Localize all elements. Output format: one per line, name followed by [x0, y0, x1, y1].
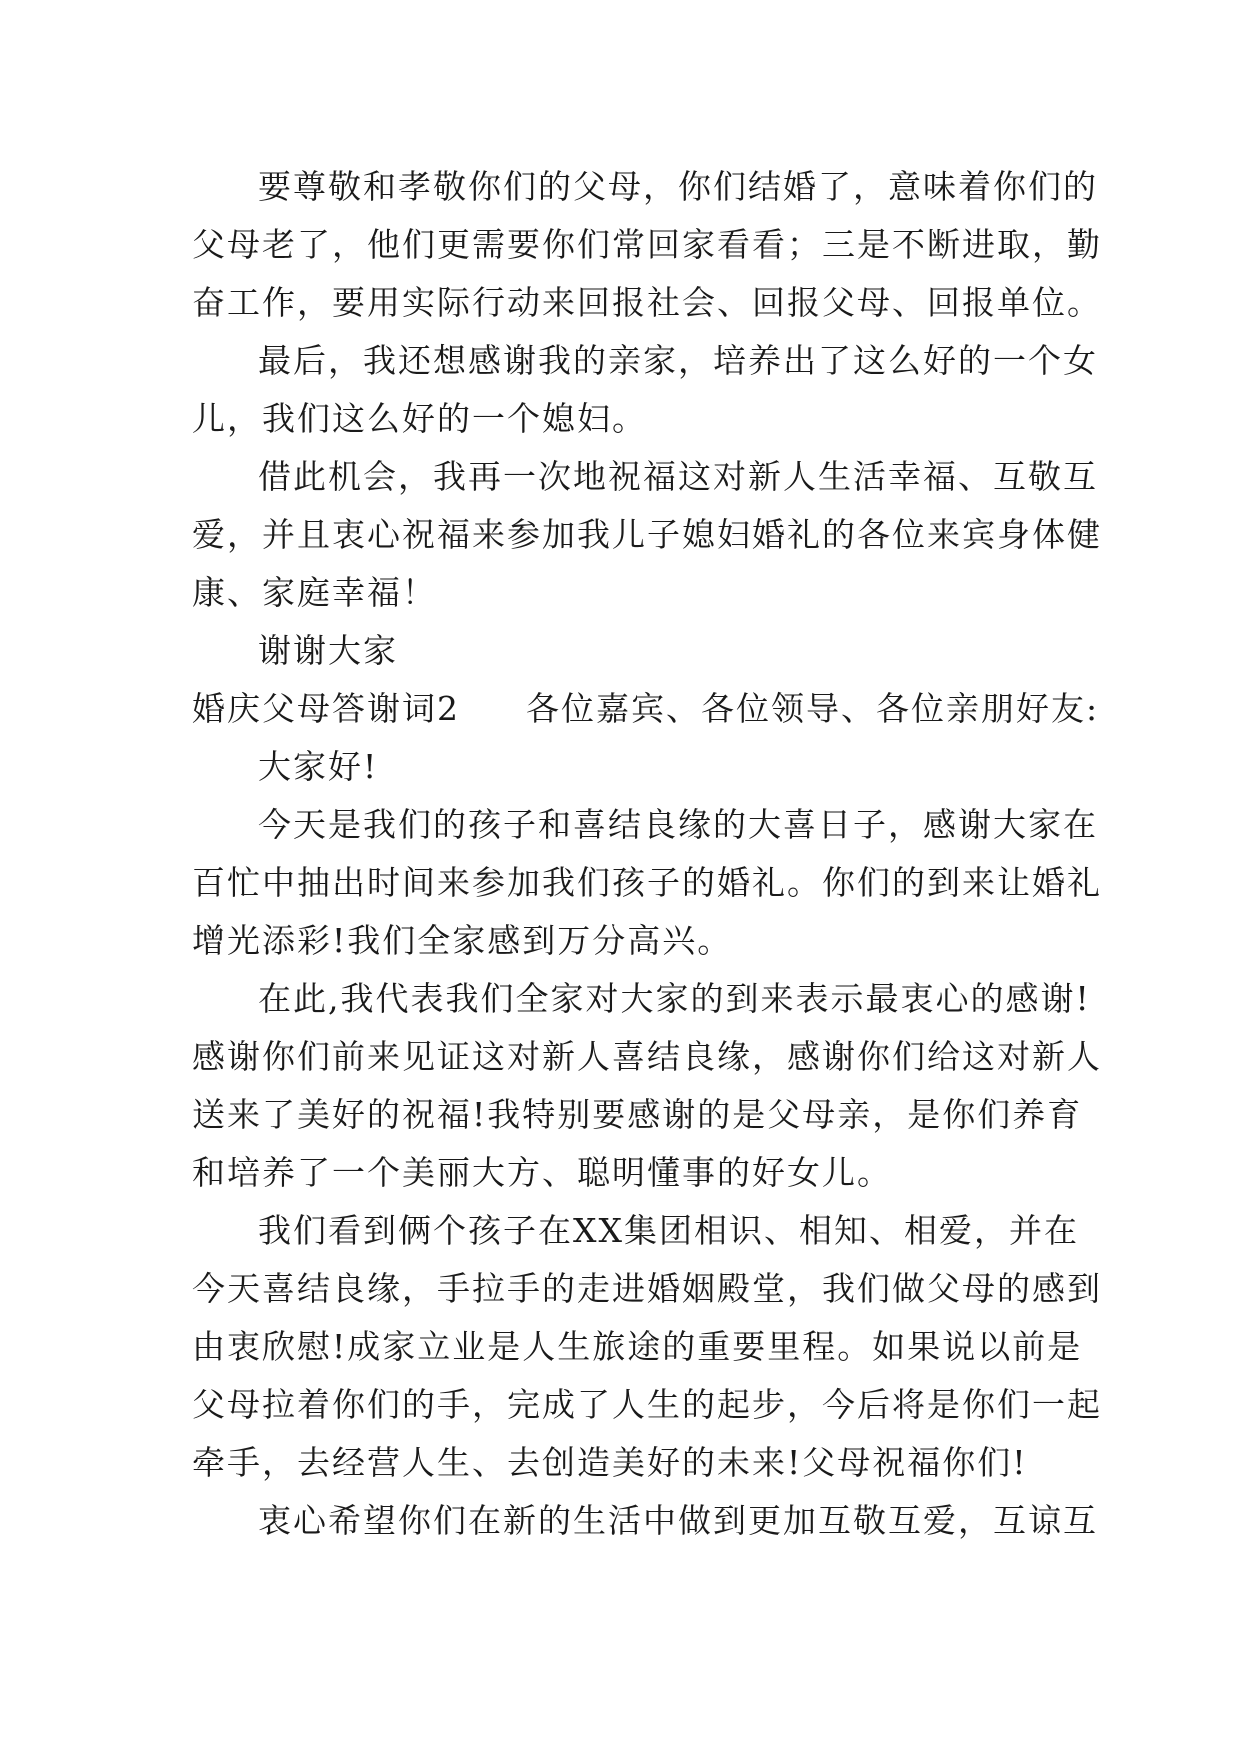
text-line: 康、家庭幸福！: [192, 573, 437, 612]
salutation: 各位嘉宾、各位领导、各位亲朋好友:: [526, 689, 1100, 728]
text-line: 奋工作，要用实际行动来回报社会、回报父母、回报单位。: [192, 283, 1102, 322]
text-line: 我们看到俩个孩子在XX集团相识、相知、相爱，并在: [258, 1211, 1079, 1250]
text-line: 在此,我代表我们全家对大家的到来表示最衷心的感谢!: [258, 979, 1091, 1018]
text-line: 父母老了，他们更需要你们常回家看看；三是不断进取，勤: [192, 225, 1102, 264]
text-line: 感谢你们前来见证这对新人喜结良缘，感谢你们给这对新人: [192, 1037, 1102, 1076]
text-line: 和培养了一个美丽大方、聪明懂事的好女儿。: [192, 1153, 892, 1192]
text-line: 由衷欣慰!成家立业是人生旅途的重要里程。如果说以前是: [192, 1327, 1083, 1366]
text-line: 借此机会，我再一次地祝福这对新人生活幸福、互敬互: [258, 457, 1098, 496]
text-line: 今天是我们的孩子和喜结良缘的大喜日子，感谢大家在: [258, 805, 1098, 844]
text-line: 爱，并且衷心祝福来参加我儿子媳妇婚礼的各位来宾身体健: [192, 515, 1102, 554]
text-line: 大家好!: [258, 747, 379, 786]
text-line: 送来了美好的祝福!我特别要感谢的是父母亲，是你们养育: [192, 1095, 1083, 1134]
text-line: 最后，我还想感谢我的亲家，培养出了这么好的一个女: [258, 341, 1098, 380]
section-title: 婚庆父母答谢词2: [192, 689, 460, 728]
text-line: 儿，我们这么好的一个媳妇。: [192, 399, 647, 438]
text-line: 要尊敬和孝敬你们的父母，你们结婚了，意味着你们的: [258, 167, 1098, 206]
text-line: 百忙中抽出时间来参加我们孩子的婚礼。你们的到来让婚礼: [192, 863, 1102, 902]
document-body: [192, 158, 1102, 1550]
text-line: 增光添彩!我们全家感到万分高兴。: [192, 921, 733, 960]
text-line: 谢谢大家: [258, 631, 398, 670]
text-line: 牵手，去经营人生、去创造美好的未来!父母祝福你们!: [192, 1443, 1028, 1482]
section-heading-line: [192, 680, 1100, 738]
text-line: 父母拉着你们的手，完成了人生的起步，今后将是你们一起: [192, 1385, 1102, 1424]
text-line: 今天喜结良缘，手拉手的走进婚姻殿堂，我们做父母的感到: [192, 1269, 1102, 1308]
text-line: 衷心希望你们在新的生活中做到更加互敬互爱，互谅互: [258, 1501, 1098, 1540]
